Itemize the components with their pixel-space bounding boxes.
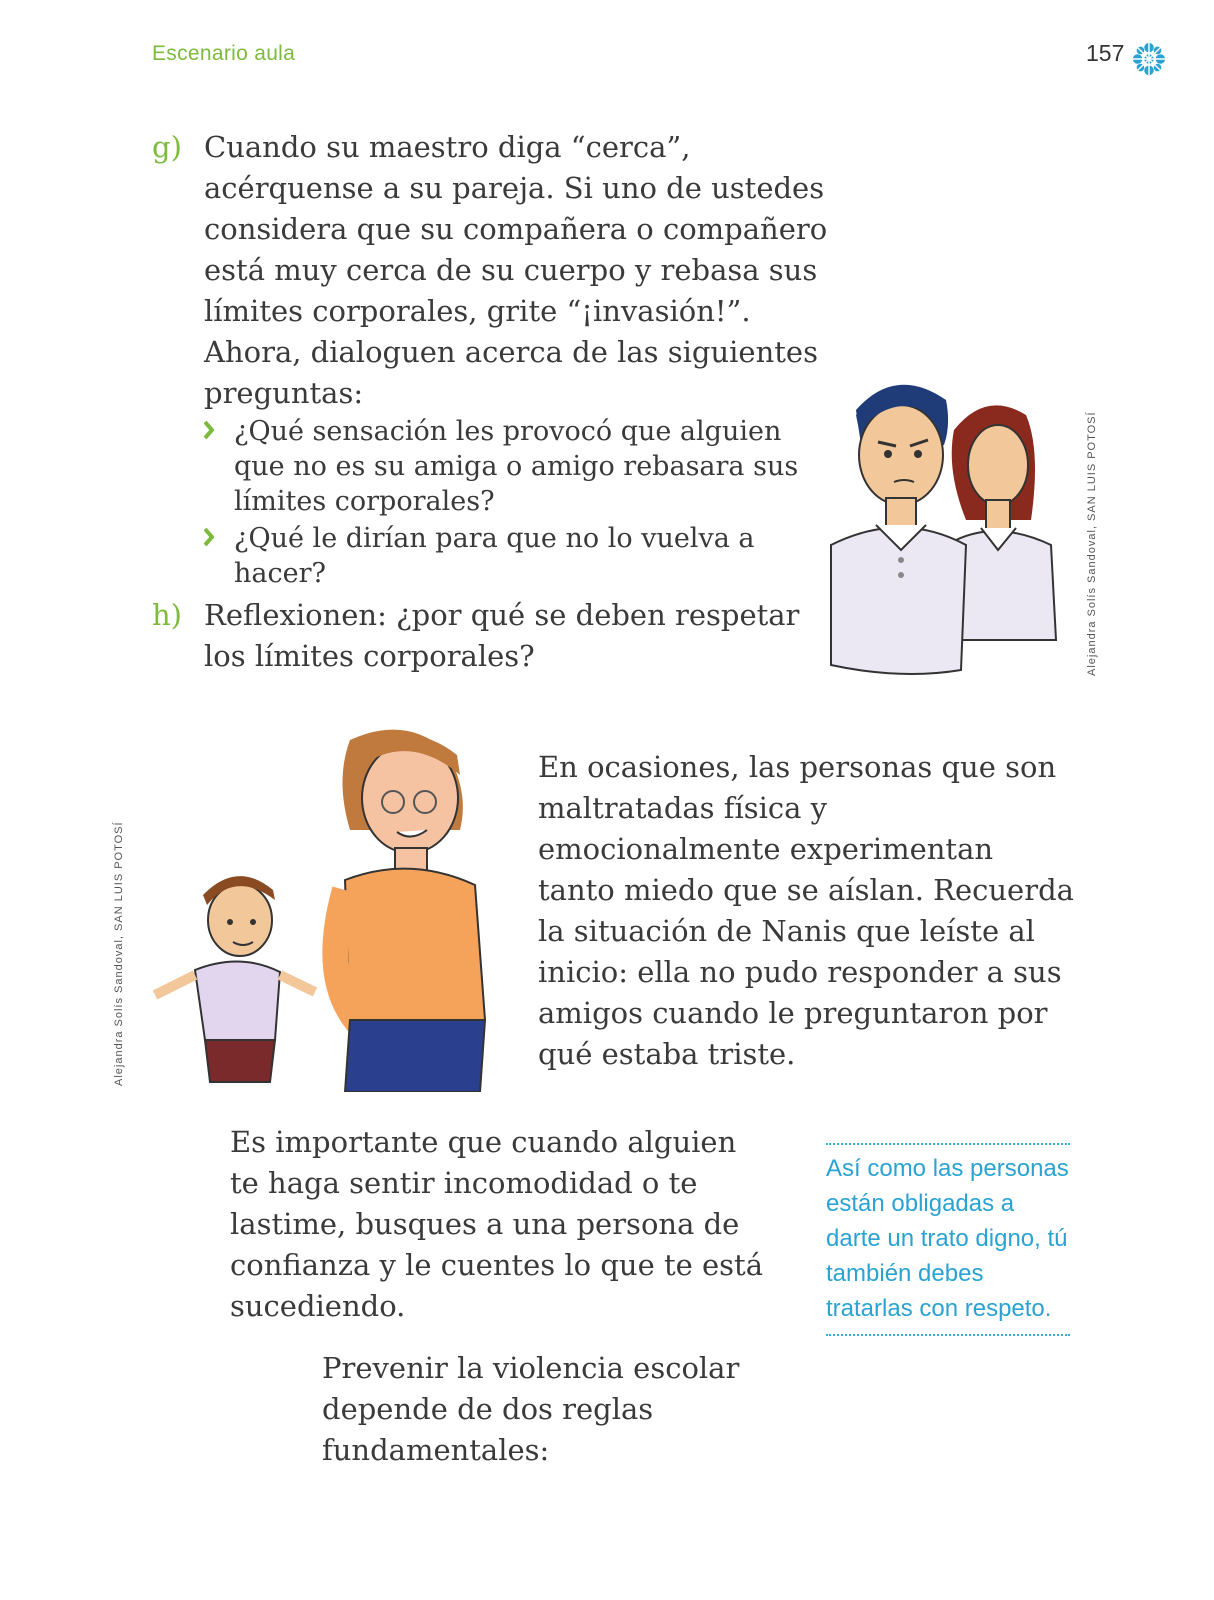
question-item	[204, 414, 832, 519]
respect-callout: Así como las personas están obligadas a darte un trato digno, tú también debes tratarlas con respeto.	[826, 1143, 1070, 1336]
two-students-illustration	[826, 370, 1072, 680]
question-text: ¿Qué sensación les provocó que alguien que no es su amiga o amigo rebasara sus límites corporales?	[234, 416, 799, 517]
item-letter-h: h)	[152, 598, 182, 632]
item-text-h: Reflexionen: ¿por qué se deben respetar los límites corporales?	[204, 598, 800, 673]
paragraph-isolation: En ocasiones, las personas que son maltratadas física y emocionalmente experimentan tanto miedo que se aíslan. Recuerda la situación de Nanis que leíste al inicio: ella no pudo responder a sus amigos cuando le preguntaron por qué estaba triste.	[538, 750, 1074, 1071]
page-number: 157	[1086, 40, 1125, 66]
section-label: Escenario aula	[152, 42, 296, 65]
item-text-g: Cuando su maestro diga “cerca”, acérquense a su pareja. Si uno de ustedes considera que su compañera o compañero está muy cerca de su cuerpo y rebasa sus límites corporales, grite “¡invasión!”. Ahora, dialoguen acerca de las siguientes preguntas:	[204, 130, 828, 410]
question-item	[204, 521, 832, 591]
activity-list	[152, 127, 832, 677]
activity-item-g	[152, 127, 832, 591]
illustration-credit: Alejandra Solís Sandoval, SAN LUIS POTOSÍ	[1086, 411, 1098, 676]
chevron-right-icon	[204, 420, 214, 440]
chevron-right-icon	[204, 527, 214, 547]
question-text: ¿Qué le dirían para que no lo vuelva a hacer?	[234, 523, 755, 589]
adult-and-child-illustration	[145, 720, 500, 1092]
paragraph-rules-intro: Prevenir la violencia escolar depende de dos reglas fundamentales:	[322, 1351, 740, 1467]
illustration-credit: Alejandra Solís Sandoval, SAN LUIS POTOSÍ	[113, 821, 125, 1086]
snowflake-emblem-icon	[1130, 40, 1168, 78]
item-letter-g: g)	[152, 130, 182, 164]
question-list	[204, 414, 832, 591]
activity-item-h	[152, 595, 832, 677]
paragraph-trusted-person: Es importante que cuando alguien te haga sentir incomodidad o te lastime, busques a una persona de confianza y le cuentes lo que te está sucediendo.	[230, 1125, 764, 1323]
